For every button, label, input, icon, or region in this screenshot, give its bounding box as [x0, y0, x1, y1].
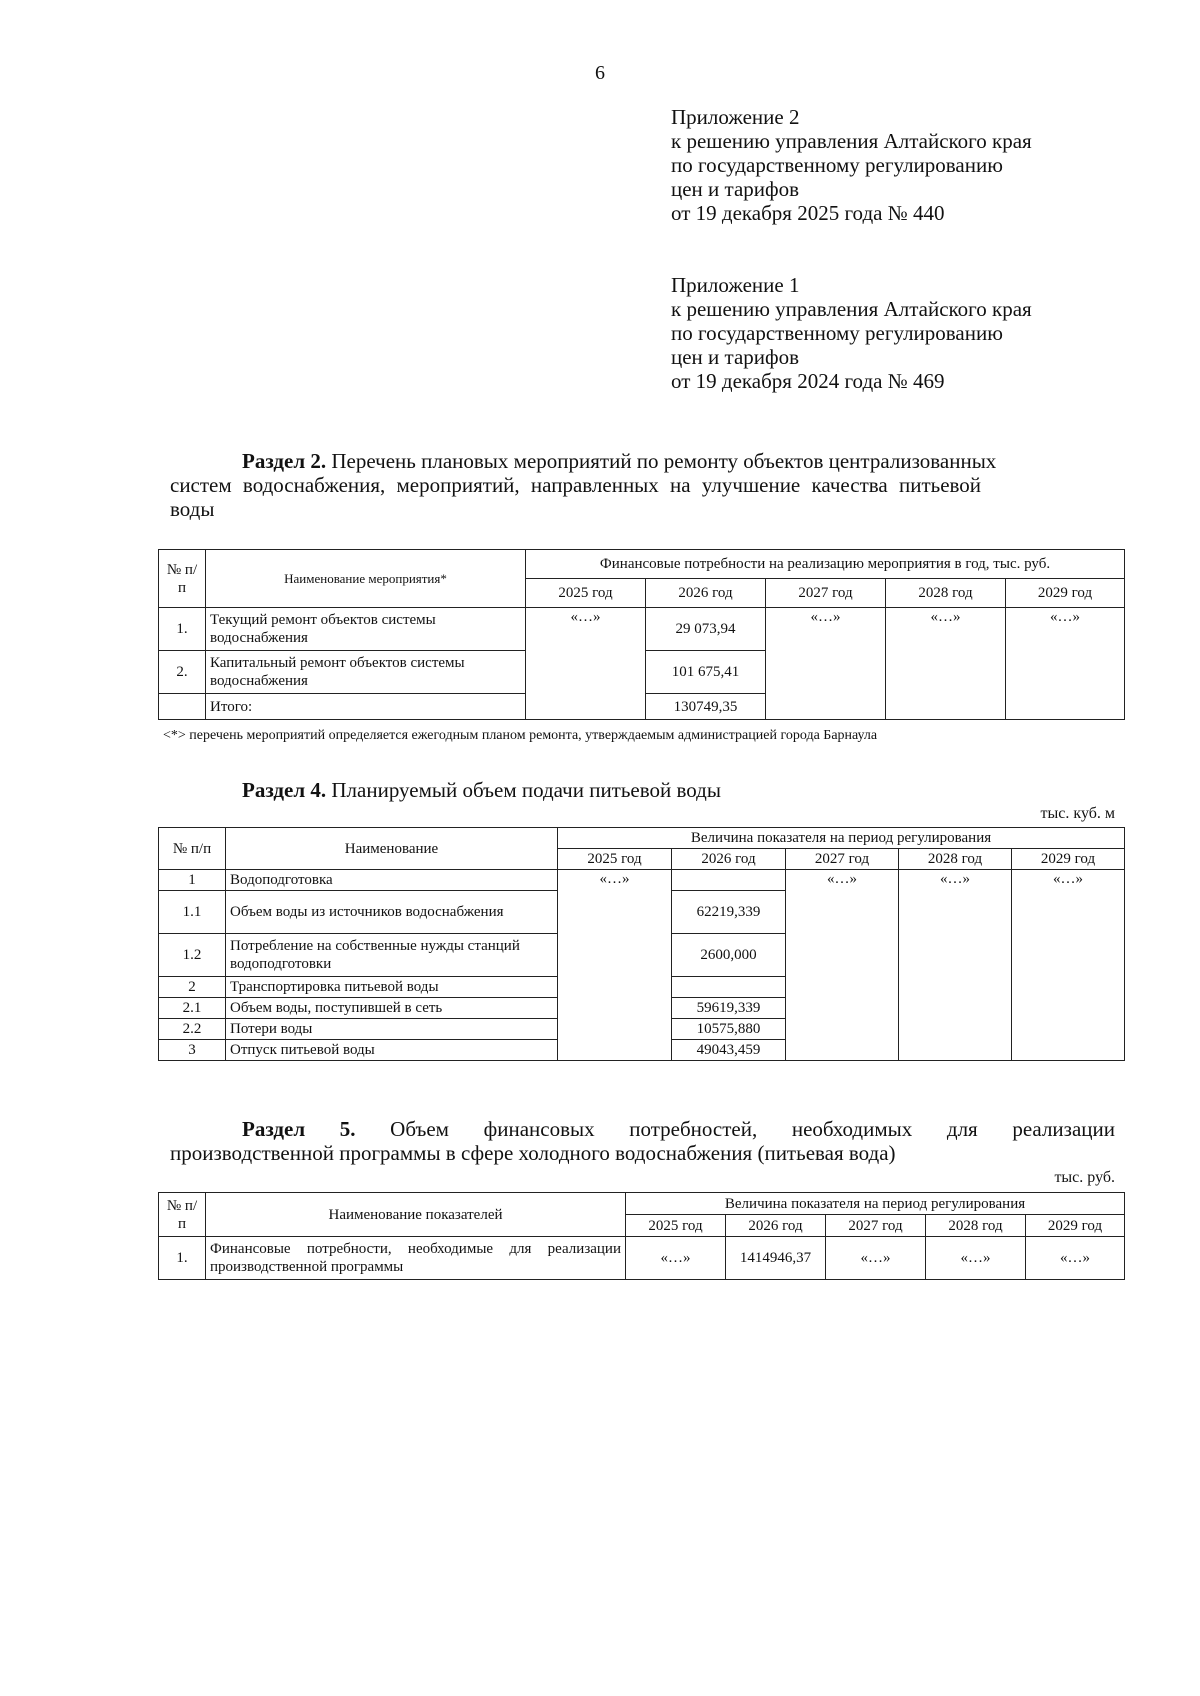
- col-header-name: Наименование мероприятия*: [206, 550, 526, 608]
- col-header-num: № п/п: [159, 550, 206, 608]
- section-2-label: Раздел 2.: [242, 449, 327, 473]
- page-number: 6: [595, 62, 605, 84]
- row-num: 1.2: [159, 934, 226, 977]
- appendix-2-line: к решению управления Алтайского края: [671, 129, 1032, 153]
- year-header: 2027 год: [766, 579, 886, 608]
- year-header: 2029 год: [1006, 579, 1125, 608]
- appendix-1-line: от 19 декабря 2024 года № 469: [671, 369, 945, 393]
- cell-2026: 130749,35: [646, 694, 766, 720]
- col-header-group: Величина показателя на период регулирования: [558, 828, 1125, 849]
- section-4-label: Раздел 4.: [242, 778, 327, 802]
- year-header: 2026 год: [646, 579, 766, 608]
- year-header: 2028 год: [926, 1215, 1026, 1237]
- section-2-heading: [170, 449, 1115, 521]
- appendix-2-line: по государственному регулированию: [671, 153, 1003, 177]
- footnote: <*> перечень мероприятий определяется ежегодным планом ремонта, утверждаемым администрацией города Барнаула: [163, 728, 878, 743]
- col-header-group: Величина показателя на период регулирования: [626, 1193, 1125, 1215]
- cell-2025: «…»: [558, 870, 672, 1061]
- row-num: 3: [159, 1040, 226, 1061]
- section-4-title: Планируемый объем подачи питьевой воды: [331, 778, 721, 802]
- cell-2026: 29 073,94: [646, 608, 766, 651]
- row-name: Капитальный ремонт объектов системы водоснабжения: [206, 651, 526, 694]
- section-5-label: Раздел 5.: [242, 1117, 356, 1141]
- cell-2029: «…»: [1012, 870, 1125, 1061]
- year-header: 2028 год: [899, 849, 1012, 870]
- table-row: [159, 1237, 1125, 1280]
- year-header: 2025 год: [526, 579, 646, 608]
- appendix-1-line: к решению управления Алтайского края: [671, 297, 1032, 321]
- row-num: 1.: [159, 608, 206, 651]
- cell-2026: 2600,000: [672, 934, 786, 977]
- row-name: Транспортировка питьевой воды: [226, 977, 558, 998]
- table-row: [159, 608, 1125, 651]
- col-header-name: Наименование: [226, 828, 558, 870]
- year-header: 2027 год: [786, 849, 899, 870]
- year-header: 2026 год: [672, 849, 786, 870]
- appendix-1-line: по государственному регулированию: [671, 321, 1003, 345]
- cell-2026: [672, 977, 786, 998]
- row-name: Объем воды из источников водоснабжения: [226, 891, 558, 934]
- cell-2026: 59619,339: [672, 998, 786, 1019]
- row-name: Водоподготовка: [226, 870, 558, 891]
- col-header-num: № п/п: [159, 828, 226, 870]
- section-2-table: [158, 549, 1125, 720]
- cell-2026: [672, 870, 786, 891]
- section-5-table: [158, 1192, 1125, 1280]
- row-num: 1.: [159, 1237, 206, 1280]
- row-name: Текущий ремонт объектов системы водоснабжения: [206, 608, 526, 651]
- year-header: 2025 год: [558, 849, 672, 870]
- cell-2029: «…»: [1026, 1237, 1125, 1280]
- cell-2028: «…»: [926, 1237, 1026, 1280]
- col-header-group: Финансовые потребности на реализацию мероприятия в год, тыс. руб.: [526, 550, 1125, 579]
- col-header-num: № п/п: [159, 1193, 206, 1237]
- year-header: 2029 год: [1026, 1215, 1125, 1237]
- section-4-table: [158, 827, 1125, 1061]
- cell-2028: «…»: [899, 870, 1012, 1061]
- row-num: 2.1: [159, 998, 226, 1019]
- cell-2026: 1414946,37: [726, 1237, 826, 1280]
- year-header: 2028 год: [886, 579, 1006, 608]
- row-name: Объем воды, поступившей в сеть: [226, 998, 558, 1019]
- cell-2029: «…»: [1006, 608, 1125, 720]
- row-name: Итого:: [206, 694, 526, 720]
- row-num: [159, 694, 206, 720]
- section-5-unit: тыс. руб.: [1054, 1169, 1115, 1186]
- appendix-1-line: цен и тарифов: [671, 345, 800, 369]
- appendix-2-line: от 19 декабря 2025 года № 440: [671, 201, 945, 225]
- year-header: 2027 год: [826, 1215, 926, 1237]
- appendix-2-block: [671, 105, 1032, 225]
- row-num: 1: [159, 870, 226, 891]
- row-name: Потребление на собственные нужды станций водоподготовки: [226, 934, 558, 977]
- appendix-2-title: Приложение 2: [671, 105, 800, 129]
- section-4-heading: [242, 778, 721, 802]
- section-4-unit: тыс. куб. м: [1040, 805, 1115, 822]
- cell-2025: «…»: [626, 1237, 726, 1280]
- year-header: 2029 год: [1012, 849, 1125, 870]
- col-header-name: Наименование показателей: [206, 1193, 626, 1237]
- row-num: 1.1: [159, 891, 226, 934]
- row-name: Финансовые потребности, необходимые для реализации производственной программы: [206, 1237, 626, 1280]
- appendix-1-block: [671, 273, 1032, 393]
- row-name: Отпуск питьевой воды: [226, 1040, 558, 1061]
- cell-2026: 101 675,41: [646, 651, 766, 694]
- cell-2027: «…»: [766, 608, 886, 720]
- row-name: Потери воды: [226, 1019, 558, 1040]
- section-5-heading: [170, 1117, 1115, 1165]
- row-num: 2.: [159, 651, 206, 694]
- year-header: 2026 год: [726, 1215, 826, 1237]
- year-header: 2025 год: [626, 1215, 726, 1237]
- appendix-2-line: цен и тарифов: [671, 177, 800, 201]
- section-2-title: воды: [170, 497, 215, 521]
- cell-2026: 49043,459: [672, 1040, 786, 1061]
- appendix-1-title: Приложение 1: [671, 273, 800, 297]
- cell-2026: 62219,339: [672, 891, 786, 934]
- cell-2027: «…»: [786, 870, 899, 1061]
- section-2-title: Перечень плановых мероприятий по ремонту объектов централизованных: [331, 449, 997, 473]
- section-5-title: производственной программы в сфере холодного водоснабжения (питьевая вода): [170, 1141, 896, 1165]
- cell-2025: «…»: [526, 608, 646, 720]
- cell-2026: 10575,880: [672, 1019, 786, 1040]
- cell-2028: «…»: [886, 608, 1006, 720]
- row-num: 2.2: [159, 1019, 226, 1040]
- section-2-title: систем водоснабжения, мероприятий, направленных на улучшение качества питьевой: [170, 473, 982, 497]
- section-5-title: Объем финансовых потребностей, необходимых для реализации: [390, 1117, 1115, 1141]
- row-num: 2: [159, 977, 226, 998]
- cell-2027: «…»: [826, 1237, 926, 1280]
- table-row: [159, 870, 1125, 891]
